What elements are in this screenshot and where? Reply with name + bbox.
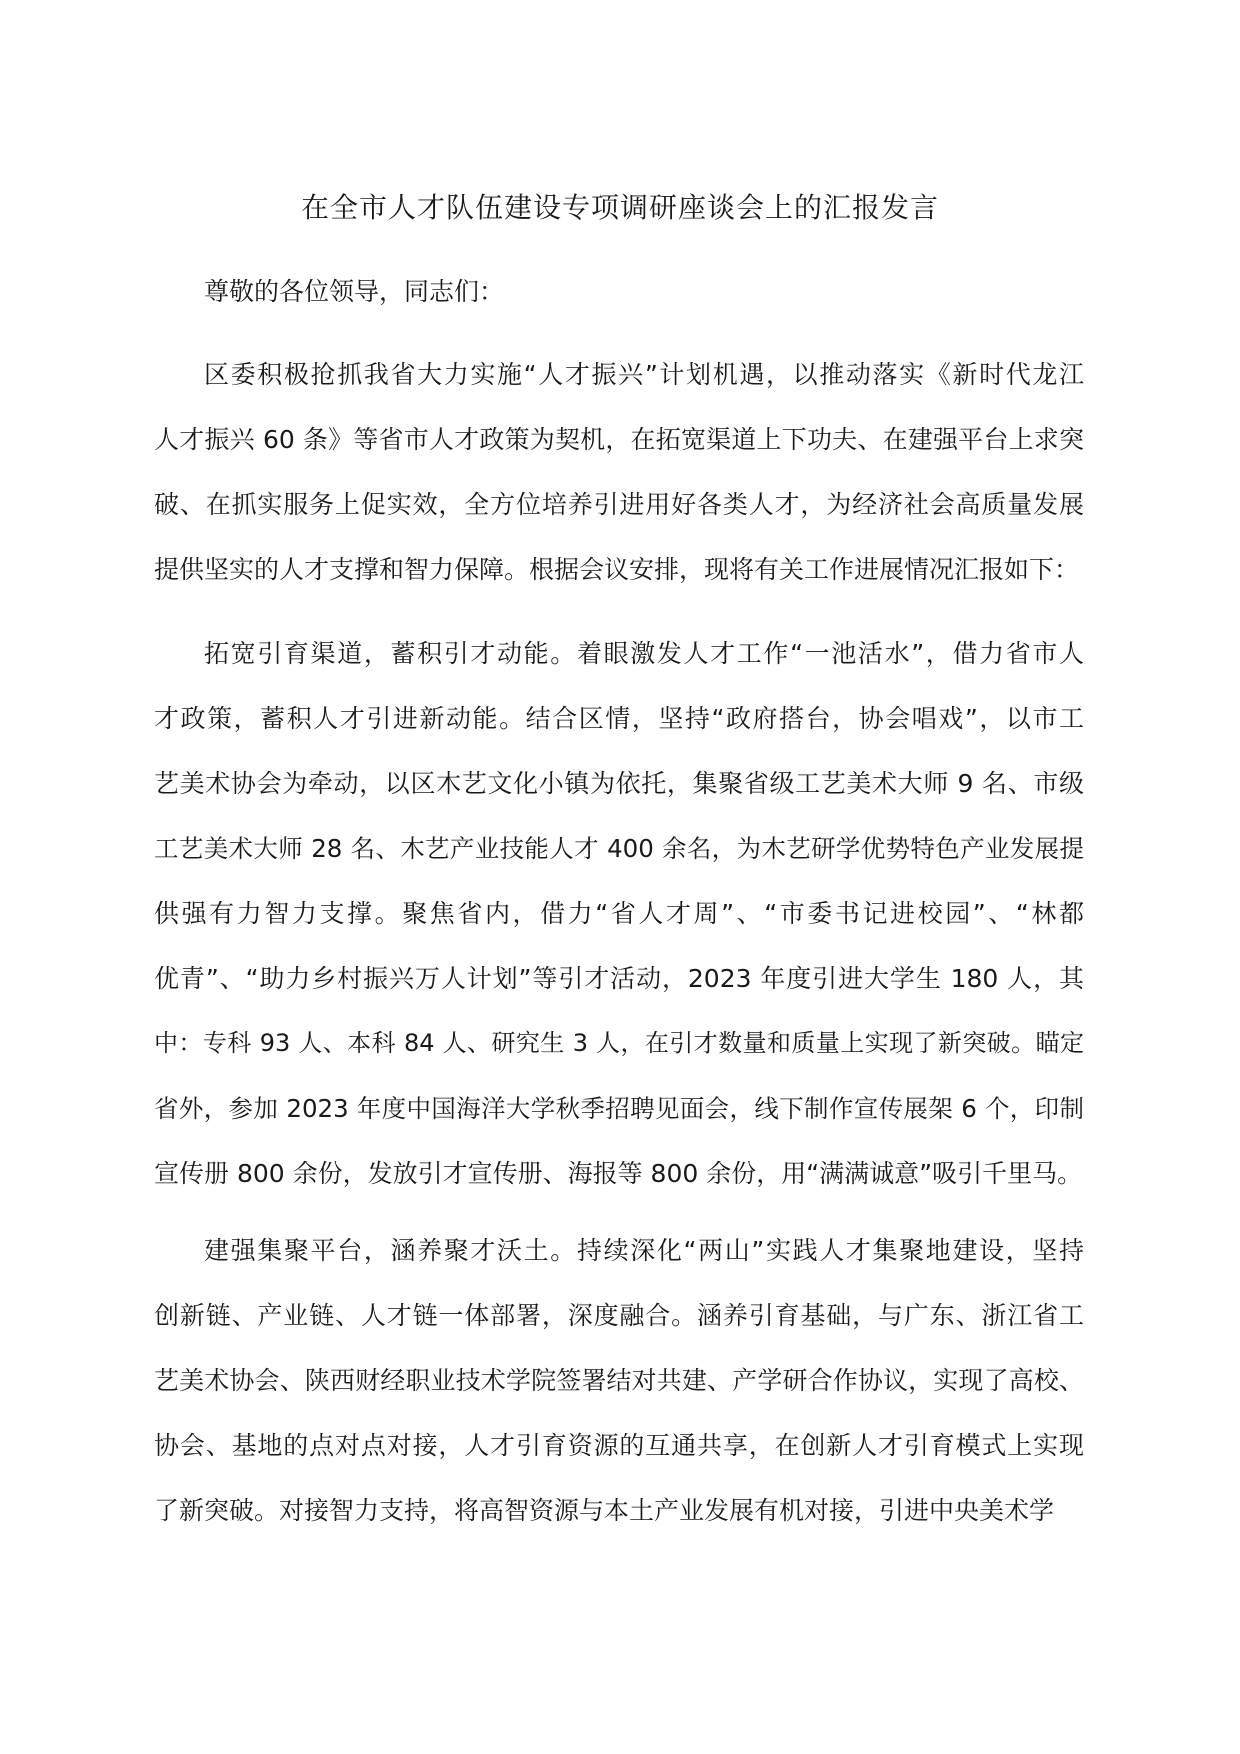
paragraph-channels xyxy=(154,621,1084,1206)
paragraph-line: 省外，参加 2023 年度中国海洋大学秋季招聘见面会，线下制作宣传展架 6 个，印制 xyxy=(154,1094,1084,1123)
paragraph-line: 拓宽引育渠道，蓄积引才动能。着眼激发人才工作“一池活水”，借力省市人 xyxy=(204,639,1084,668)
paragraph-line: 协会、基地的点对点对接，人才引育资源的互通共享，在创新人才引育模式上实现 xyxy=(154,1431,1084,1460)
paragraph-line: 艺美术协会、陕西财经职业技术学院签署结对共建、产学研合作协议，实现了高校、 xyxy=(154,1366,1084,1395)
paragraph-line: 提供坚实的人才支撑和智力保障。根据会议安排，现将有关工作进展情况汇报如下： xyxy=(154,555,1080,584)
paragraph-line: 艺美术协会为牵动，以区木艺文化小镇为依托，集聚省级工艺美术大师 9 名、市级 xyxy=(154,769,1084,798)
paragraph-line: 工艺美术大师 28 名、木艺产业技能人才 400 余名，为木艺研学优势特色产业发展提 xyxy=(154,834,1084,863)
paragraph-line: 创新链、产业链、人才链一体部署，深度融合。涵养引育基础，与广东、浙江省工 xyxy=(154,1301,1084,1330)
salutation: 尊敬的各位领导，同志们： xyxy=(204,277,505,306)
paragraph-line: 才政策，蓄积人才引进新动能。结合区情，坚持“政府搭台，协会唱戏”，以市工 xyxy=(154,704,1084,733)
paragraph-line: 中：专科 93 人、本科 84 人、研究生 3 人，在引才数量和质量上实现了新突破。瞄定 xyxy=(154,1029,1084,1057)
paragraph-line: 区委积极抢抓我省大力实施“人才振兴”计划机遇，以推动落实《新时代龙江 xyxy=(204,360,1084,389)
paragraph-line: 人才振兴 60 条》等省市人才政策为契机，在拓宽渠道上下功夫、在建强平台上求突 xyxy=(154,425,1084,454)
paragraph-line: 宣传册 800 余份，发放引才宣传册、海报等 800 余份，用“满满诚意”吸引千里马。 xyxy=(154,1159,1083,1188)
paragraph-line: 破、在抓实服务上促实效，全方位培养引进用好各类人才，为经济社会高质量发展 xyxy=(154,490,1084,519)
paragraph-line: 供强有力智力支撑。聚焦省内，借力“省人才周”、“市委书记进校园”、“林都 xyxy=(154,899,1084,928)
paragraph-line: 建强集聚平台，涵养聚才沃土。持续深化“两山”实践人才集聚地建设，坚持 xyxy=(204,1236,1084,1265)
document-title: 在全市人才队伍建设专项调研座谈会上的汇报发言 xyxy=(300,191,939,224)
paragraph-intro xyxy=(154,342,1084,602)
paragraph-line: 优青”、“助力乡村振兴万人计划”等引才活动，2023 年度引进大学生 180 人，其 xyxy=(154,964,1084,993)
paragraph-line: 了新突破。对接智力支持，将高智资源与本土产业发展有机对接，引进中央美术学 xyxy=(154,1496,1055,1525)
paragraph-platform xyxy=(154,1218,1084,1543)
